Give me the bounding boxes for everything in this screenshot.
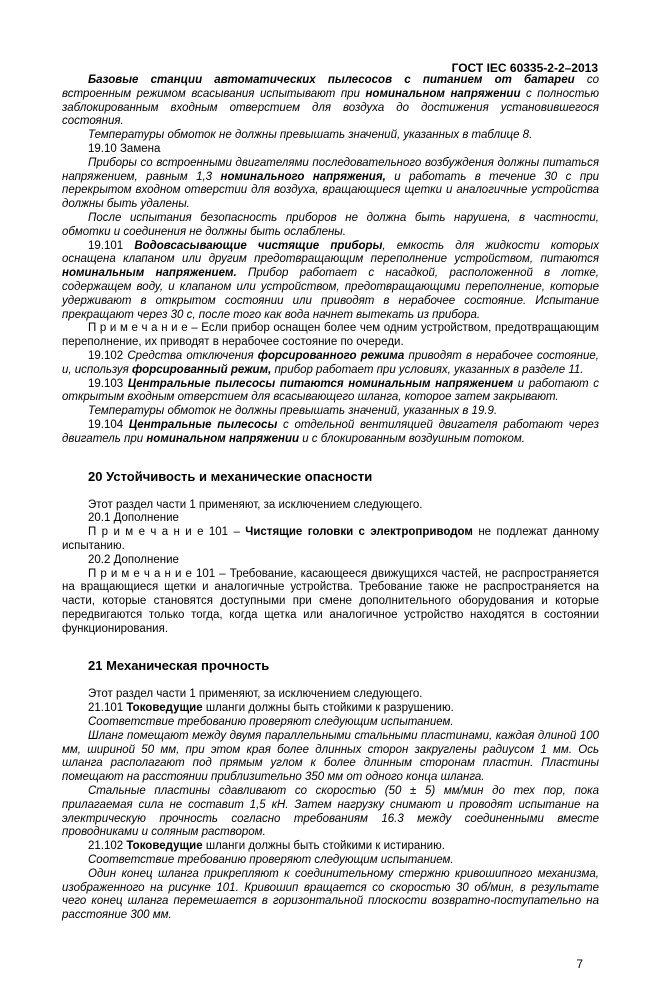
paragraph <box>62 840 599 854</box>
paragraph <box>62 568 599 637</box>
paragraph <box>62 405 599 419</box>
bold-term: Центральные пылесосы питаются номинальным напряжением <box>127 377 514 390</box>
text-run: шланги должны быть стойкими к истиранию. <box>202 840 445 853</box>
paragraph <box>62 526 599 554</box>
bold-term: номинальном напряжении <box>365 87 521 100</box>
text-run: П р и м е ч а н и е 101 – <box>88 526 246 539</box>
paragraph <box>62 688 599 702</box>
text-run: Этот раздел части 1 применяют, за исключением следующего. <box>88 498 423 511</box>
bold-term: форсированный режим, <box>132 363 272 376</box>
paragraph <box>62 129 599 143</box>
text-run: Соответствие требованию проверяют следующим испытанием. <box>88 716 454 729</box>
paragraph <box>62 143 599 157</box>
paragraph <box>62 157 599 212</box>
paragraph <box>62 322 599 350</box>
section-20-body <box>62 499 599 637</box>
paragraph <box>62 854 599 868</box>
text-run: Этот раздел части 1 применяют, за исключением следующего. <box>88 688 423 701</box>
text-run: Прибор работает с насадкой, расположенной в лотке, содержащем воду, и клапаном или устройством, предотвращающими переполнение, которые удерживают в открытом состоянии или приводят в нерабочее состояние. Испытание прекращают через 30 с, после того как вода начнет вытекать из прибора. <box>62 267 600 321</box>
paragraph <box>62 868 599 923</box>
bold-term: номинального напряжения, <box>220 170 386 183</box>
section-21-heading: 21 Механическая прочность <box>88 658 270 674</box>
bold-term: Базовые станции автоматических пылесосов с питанием от батареи <box>88 74 575 86</box>
bold-term: Водовсасывающие чистящие приборы <box>134 239 383 252</box>
paragraph <box>62 350 599 378</box>
page-number: 7 <box>576 957 583 972</box>
text-run: приводят в нерабочее состояние, и, используя <box>62 349 599 376</box>
text-run: Соответствие требованию проверяют следующим испытанием. <box>88 854 454 867</box>
text-run: с полностью заблокированным входным отверстием для воздуха до достижения установившегося состояния. <box>62 87 599 128</box>
text-run: 19.101 <box>88 239 135 252</box>
bold-term: Токоведущие <box>126 702 203 715</box>
text-run: не подлежат данному испытанию. <box>62 526 599 552</box>
paragraph <box>62 419 599 447</box>
text-run: и работают с открытым входным отверстием для всасывающего шланга, которое затем закрывают. <box>62 377 599 404</box>
section-19-continued <box>62 74 599 447</box>
text-run: 19.10 Замена <box>88 142 161 155</box>
text-run: шланги должны быть стойкими к разрушению. <box>202 702 454 715</box>
bold-term: Центральные пылесосы <box>128 418 278 431</box>
text-run: П р и м е ч а н и е 101 – Требование, касающееся движущихся частей, не распространяется на вращающиеся щетки и аналогичные устройства. Требование также не распространяется на части, которые становятся доступными при смене дополнительного оборудования и которые передвигаются только тогда, когда щетка или аналогичное устройство находятся в состоянии функционирования. <box>62 567 599 635</box>
section-21-body <box>62 688 599 923</box>
paragraph <box>62 730 599 785</box>
paragraph <box>62 716 599 730</box>
text-run: 19.103 <box>88 377 128 390</box>
text-run: Средства отключения <box>127 349 258 362</box>
paragraph <box>62 785 599 840</box>
document-header: ГОСТ IEC 60335-2-2–2013 <box>451 61 598 75</box>
text-run: со встроенным режимом всасывания испытывают при <box>62 74 599 100</box>
paragraph <box>62 74 599 129</box>
text-run: и работать в течение 30 с при перекрытом входном отверстии для воздуха, вращающиеся щетки и аналогичные устройства должны быть удалены. <box>62 170 599 211</box>
bold-term: номинальным напряжением. <box>62 267 237 280</box>
text-run: 21.102 <box>88 840 127 853</box>
bold-term: Чистящие головки с электроприводом <box>245 526 473 539</box>
text-run: 19.102 <box>88 349 128 362</box>
text-run: и с блокированным воздушным потоком. <box>299 432 525 445</box>
text-run: 20.2 Дополнение <box>88 553 179 566</box>
text-run: Температуры обмоток не должны превышать значений, указанных в таблице 8. <box>88 129 533 142</box>
section-20-heading: 20 Устойчивость и механические опасности <box>88 468 373 484</box>
paragraph <box>62 512 599 526</box>
paragraph <box>62 378 599 406</box>
text-run: прибор работает при условиях, указанных в разделе 11. <box>271 363 584 376</box>
text-run: Стальные пластины сдавливают со скоростью (50 ± 5) мм/мин до тех пор, пока прилагаемая сила не составит 1,5 кН. Затем нагрузку снимают и проводят испытание на электрическую прочность согласно требованиям 16.3 между соединенными вместе проводниками и соляным раствором. <box>62 785 599 839</box>
bold-term: Токоведущие <box>126 840 203 853</box>
text-run: , емкость для жидкости которых оснащена клапаном или другим предотвращающим переполнение устройством, питаются <box>62 239 600 266</box>
text-run: 20.1 Дополнение <box>88 512 179 525</box>
text-run: 19.104 <box>88 418 129 431</box>
bold-term: форсированного режима <box>257 349 405 362</box>
text-run: Один конец шланга прикрепляют к соединительному стержню кривошипного механизма, изображенного на рисунке 101. Кривошип вращается со скоростью 30 об/мин, в результате чего конец шланга перемешается в горизонтальной плоскости возвратно-поступательно на расстояние 300 мм. <box>62 867 599 922</box>
paragraph <box>62 554 599 568</box>
text-run: с отдельной вентиляцией двигателя работают через двигатель при <box>62 418 599 445</box>
text-run: Приборы со встроенными двигателями последовательного возбуждения должны питаться напряжением, равным 1,3 <box>62 156 599 183</box>
text-run: П р и м е ч а н и е – Если прибор оснащен более чем одним устройством, предотвращающим переполнение, их приводят в нерабочее состояние по очереди. <box>62 322 599 349</box>
paragraph <box>62 702 599 716</box>
text-run: Шланг помещают между двумя параллельными стальными пластинами, каждая длиной 100 мм, шириной 50 мм, при этом края более длинных сторон закруглены радиусом 1 мм. Ось шланга располагают под прямым углом к более длинным сторонам пластин. Пластины помещают на расстоянии приблизительно 350 мм от одного конца шланга. <box>62 729 599 784</box>
paragraph <box>62 212 599 240</box>
text-run: 21.101 <box>88 702 127 715</box>
text-run: Температуры обмоток не должны превышать значений, указанных в 19.9. <box>88 405 498 418</box>
text-run: После испытания безопасность приборов не должна быть нарушена, в частности, обмотки и соединения не должны быть ослаблены. <box>62 211 599 238</box>
bold-term: номинальном напряжении <box>146 432 300 445</box>
paragraph <box>62 499 599 513</box>
paragraph <box>62 240 599 323</box>
